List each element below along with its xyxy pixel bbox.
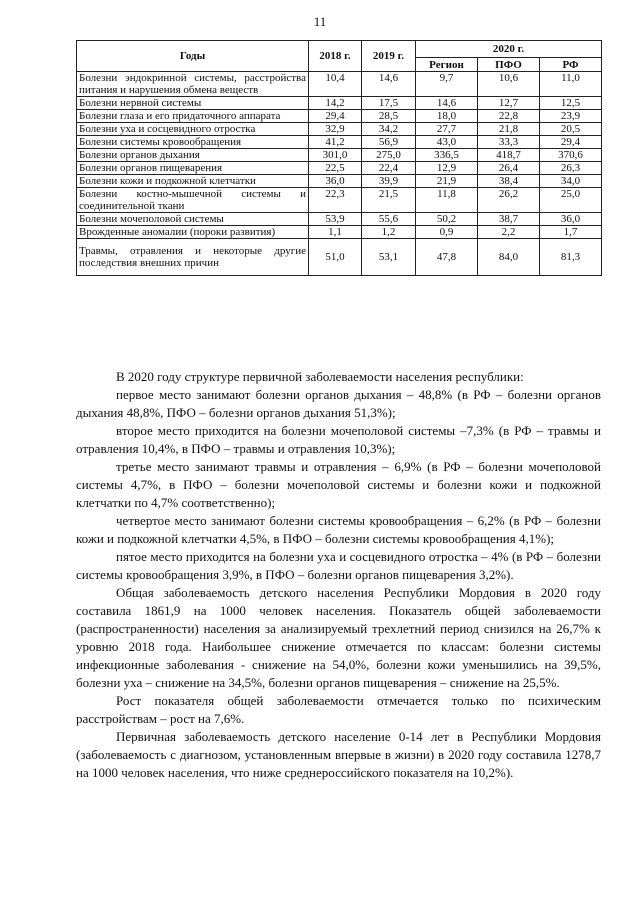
paragraph: пятое место приходится на болезни уха и сосцевидного отростка – 4% (в РФ – болезни системы кровообращения 3,9%, в ПФО – болезни органов пищеварения 3,2%). [76, 549, 601, 582]
cell-region: 47,8 [416, 239, 478, 276]
cell-v2018: 14,2 [309, 97, 362, 110]
paragraph: Общая заболеваемость детского населения Республики Мордовия в 2020 году составила 1861,9 на 1000 человек населения. Показатель общей заболеваемости (распространенности) населения за анализируемый трехлетний период снизился на 26,7% к уровню 2018 года. Наибольшее снижение отмечается по классам: болезни системы инфекционные заболевания - снижение на 54,0%, болезни кожи уменьшились на 39,5%, болезни уха – снижение на 34,5%, болезни органов пищеварения – снижение на 25,5%. [76, 585, 601, 690]
cell-v2019: 21,5 [362, 188, 416, 213]
table-row [77, 162, 602, 175]
header-years: Годы [77, 41, 309, 72]
table-row [77, 213, 602, 226]
cell-pfo: 38,7 [478, 213, 540, 226]
cell-rf: 20,5 [540, 123, 602, 136]
row-label: Врожденные аномалии (пороки развития) [77, 226, 309, 239]
paragraph: В 2020 году структуре первичной заболеваемости населения республики: [116, 369, 524, 384]
cell-rf: 23,9 [540, 110, 602, 123]
cell-rf: 36,0 [540, 213, 602, 226]
cell-region: 336,5 [416, 149, 478, 162]
header-2019: 2019 г. [362, 41, 416, 72]
table-row [77, 175, 602, 188]
paragraph: четвертое место занимают болезни системы кровообращения – 6,2% (в РФ – болезни кожи и подкожной клетчатки 4,5%, в ПФО – болезни системы кровообращения 4,1%); [76, 513, 601, 546]
row-label: Болезни нервной системы [77, 97, 309, 110]
paragraph: третье место занимают травмы и отравления – 6,9% (в РФ – болезни мочеполовой системы 4,7%, в ПФО – болезни мочеполовой системы и болезни кожи и подкожной клетчатки по 4,7% соответственно); [76, 459, 601, 510]
row-label: Болезни эндокринной системы, расстройства питания и нарушения обмена веществ [77, 72, 309, 97]
row-label: Болезни уха и сосцевидного отростка [77, 123, 309, 136]
cell-pfo: 38,4 [478, 175, 540, 188]
cell-rf: 34,0 [540, 175, 602, 188]
cell-rf: 25,0 [540, 188, 602, 213]
cell-rf: 1,7 [540, 226, 602, 239]
cell-v2018: 1,1 [309, 226, 362, 239]
cell-v2019: 17,5 [362, 97, 416, 110]
cell-pfo: 22,8 [478, 110, 540, 123]
cell-rf: 11,0 [540, 72, 602, 97]
header-rf: РФ [540, 58, 602, 72]
paragraph: первое место занимают болезни органов дыхания – 48,8% (в РФ – болезни органов дыхания 48,8%, ПФО – болезни органов дыхания 51,3%); [76, 387, 601, 420]
cell-v2018: 22,3 [309, 188, 362, 213]
paragraph: Рост показателя общей заболеваемости отмечается только по психическим расстройствам – рост на 7,6%. [76, 693, 601, 726]
cell-v2018: 36,0 [309, 175, 362, 188]
cell-pfo: 26,2 [478, 188, 540, 213]
cell-v2019: 39,9 [362, 175, 416, 188]
cell-v2018: 10,4 [309, 72, 362, 97]
cell-v2019: 275,0 [362, 149, 416, 162]
cell-region: 12,9 [416, 162, 478, 175]
row-label: Болезни органов дыхания [77, 149, 309, 162]
row-label: Травмы, отравления и некоторые другие последствия внешних причин [77, 239, 309, 276]
cell-v2019: 34,2 [362, 123, 416, 136]
cell-rf: 26,3 [540, 162, 602, 175]
row-label: Болезни органов пищеварения [77, 162, 309, 175]
row-label: Болезни системы кровообращения [77, 136, 309, 149]
cell-region: 50,2 [416, 213, 478, 226]
cell-v2019: 1,2 [362, 226, 416, 239]
cell-region: 9,7 [416, 72, 478, 97]
cell-region: 14,6 [416, 97, 478, 110]
row-label: Болезни костно-мышечной системы и соединительной ткани [77, 188, 309, 213]
cell-v2019: 56,9 [362, 136, 416, 149]
cell-pfo: 2,2 [478, 226, 540, 239]
table-row [77, 123, 602, 136]
cell-pfo: 21,8 [478, 123, 540, 136]
paragraph: второе место приходится на болезни мочеполовой системы –7,3% (в РФ – травмы и отравления 10,4%, в ПФО – травмы и отравления 10,3%); [76, 423, 601, 456]
header-region: Регион [416, 58, 478, 72]
cell-v2018: 22,5 [309, 162, 362, 175]
cell-v2018: 51,0 [309, 239, 362, 276]
header-2018: 2018 г. [309, 41, 362, 72]
cell-region: 21,9 [416, 175, 478, 188]
row-label: Болезни мочеполовой системы [77, 213, 309, 226]
table-row [77, 97, 602, 110]
cell-v2018: 29,4 [309, 110, 362, 123]
table-row [77, 226, 602, 239]
cell-region: 18,0 [416, 110, 478, 123]
paragraph: Первичная заболеваемость детского население 0-14 лет в Республики Мордовия (заболеваемость с диагнозом, установленным впервые в жизни) в 2020 году составила 1278,7 на 1000 человек населения, что ниже среднероссийского показателя на 10,2%). [76, 729, 601, 780]
cell-region: 43,0 [416, 136, 478, 149]
morbidity-table [76, 40, 602, 276]
cell-v2018: 301,0 [309, 149, 362, 162]
cell-pfo: 10,6 [478, 72, 540, 97]
cell-v2019: 14,6 [362, 72, 416, 97]
table-row [77, 110, 602, 123]
table-row [77, 149, 602, 162]
cell-v2019: 55,6 [362, 213, 416, 226]
cell-pfo: 26,4 [478, 162, 540, 175]
cell-v2018: 53,9 [309, 213, 362, 226]
cell-region: 11,8 [416, 188, 478, 213]
cell-pfo: 418,7 [478, 149, 540, 162]
cell-region: 0,9 [416, 226, 478, 239]
cell-v2019: 28,5 [362, 110, 416, 123]
header-row [77, 41, 602, 58]
cell-rf: 370,6 [540, 149, 602, 162]
cell-rf: 29,4 [540, 136, 602, 149]
cell-v2019: 53,1 [362, 239, 416, 276]
cell-pfo: 12,7 [478, 97, 540, 110]
cell-v2018: 32,9 [309, 123, 362, 136]
cell-region: 27,7 [416, 123, 478, 136]
cell-v2019: 22,4 [362, 162, 416, 175]
page-number: 11 [313, 14, 327, 29]
table-row [77, 136, 602, 149]
cell-rf: 12,5 [540, 97, 602, 110]
cell-pfo: 84,0 [478, 239, 540, 276]
cell-pfo: 33,3 [478, 136, 540, 149]
table-row [77, 239, 602, 276]
table-header [77, 41, 602, 72]
row-label: Болезни глаза и его придаточного аппарата [77, 110, 309, 123]
body-text [76, 368, 601, 782]
table-row [77, 188, 602, 213]
header-pfo: ПФО [478, 58, 540, 72]
table-row [77, 72, 602, 97]
cell-rf: 81,3 [540, 239, 602, 276]
header-2020: 2020 г. [416, 41, 602, 58]
row-label: Болезни кожи и подкожной клетчатки [77, 175, 309, 188]
table-body [77, 72, 602, 276]
cell-v2018: 41,2 [309, 136, 362, 149]
